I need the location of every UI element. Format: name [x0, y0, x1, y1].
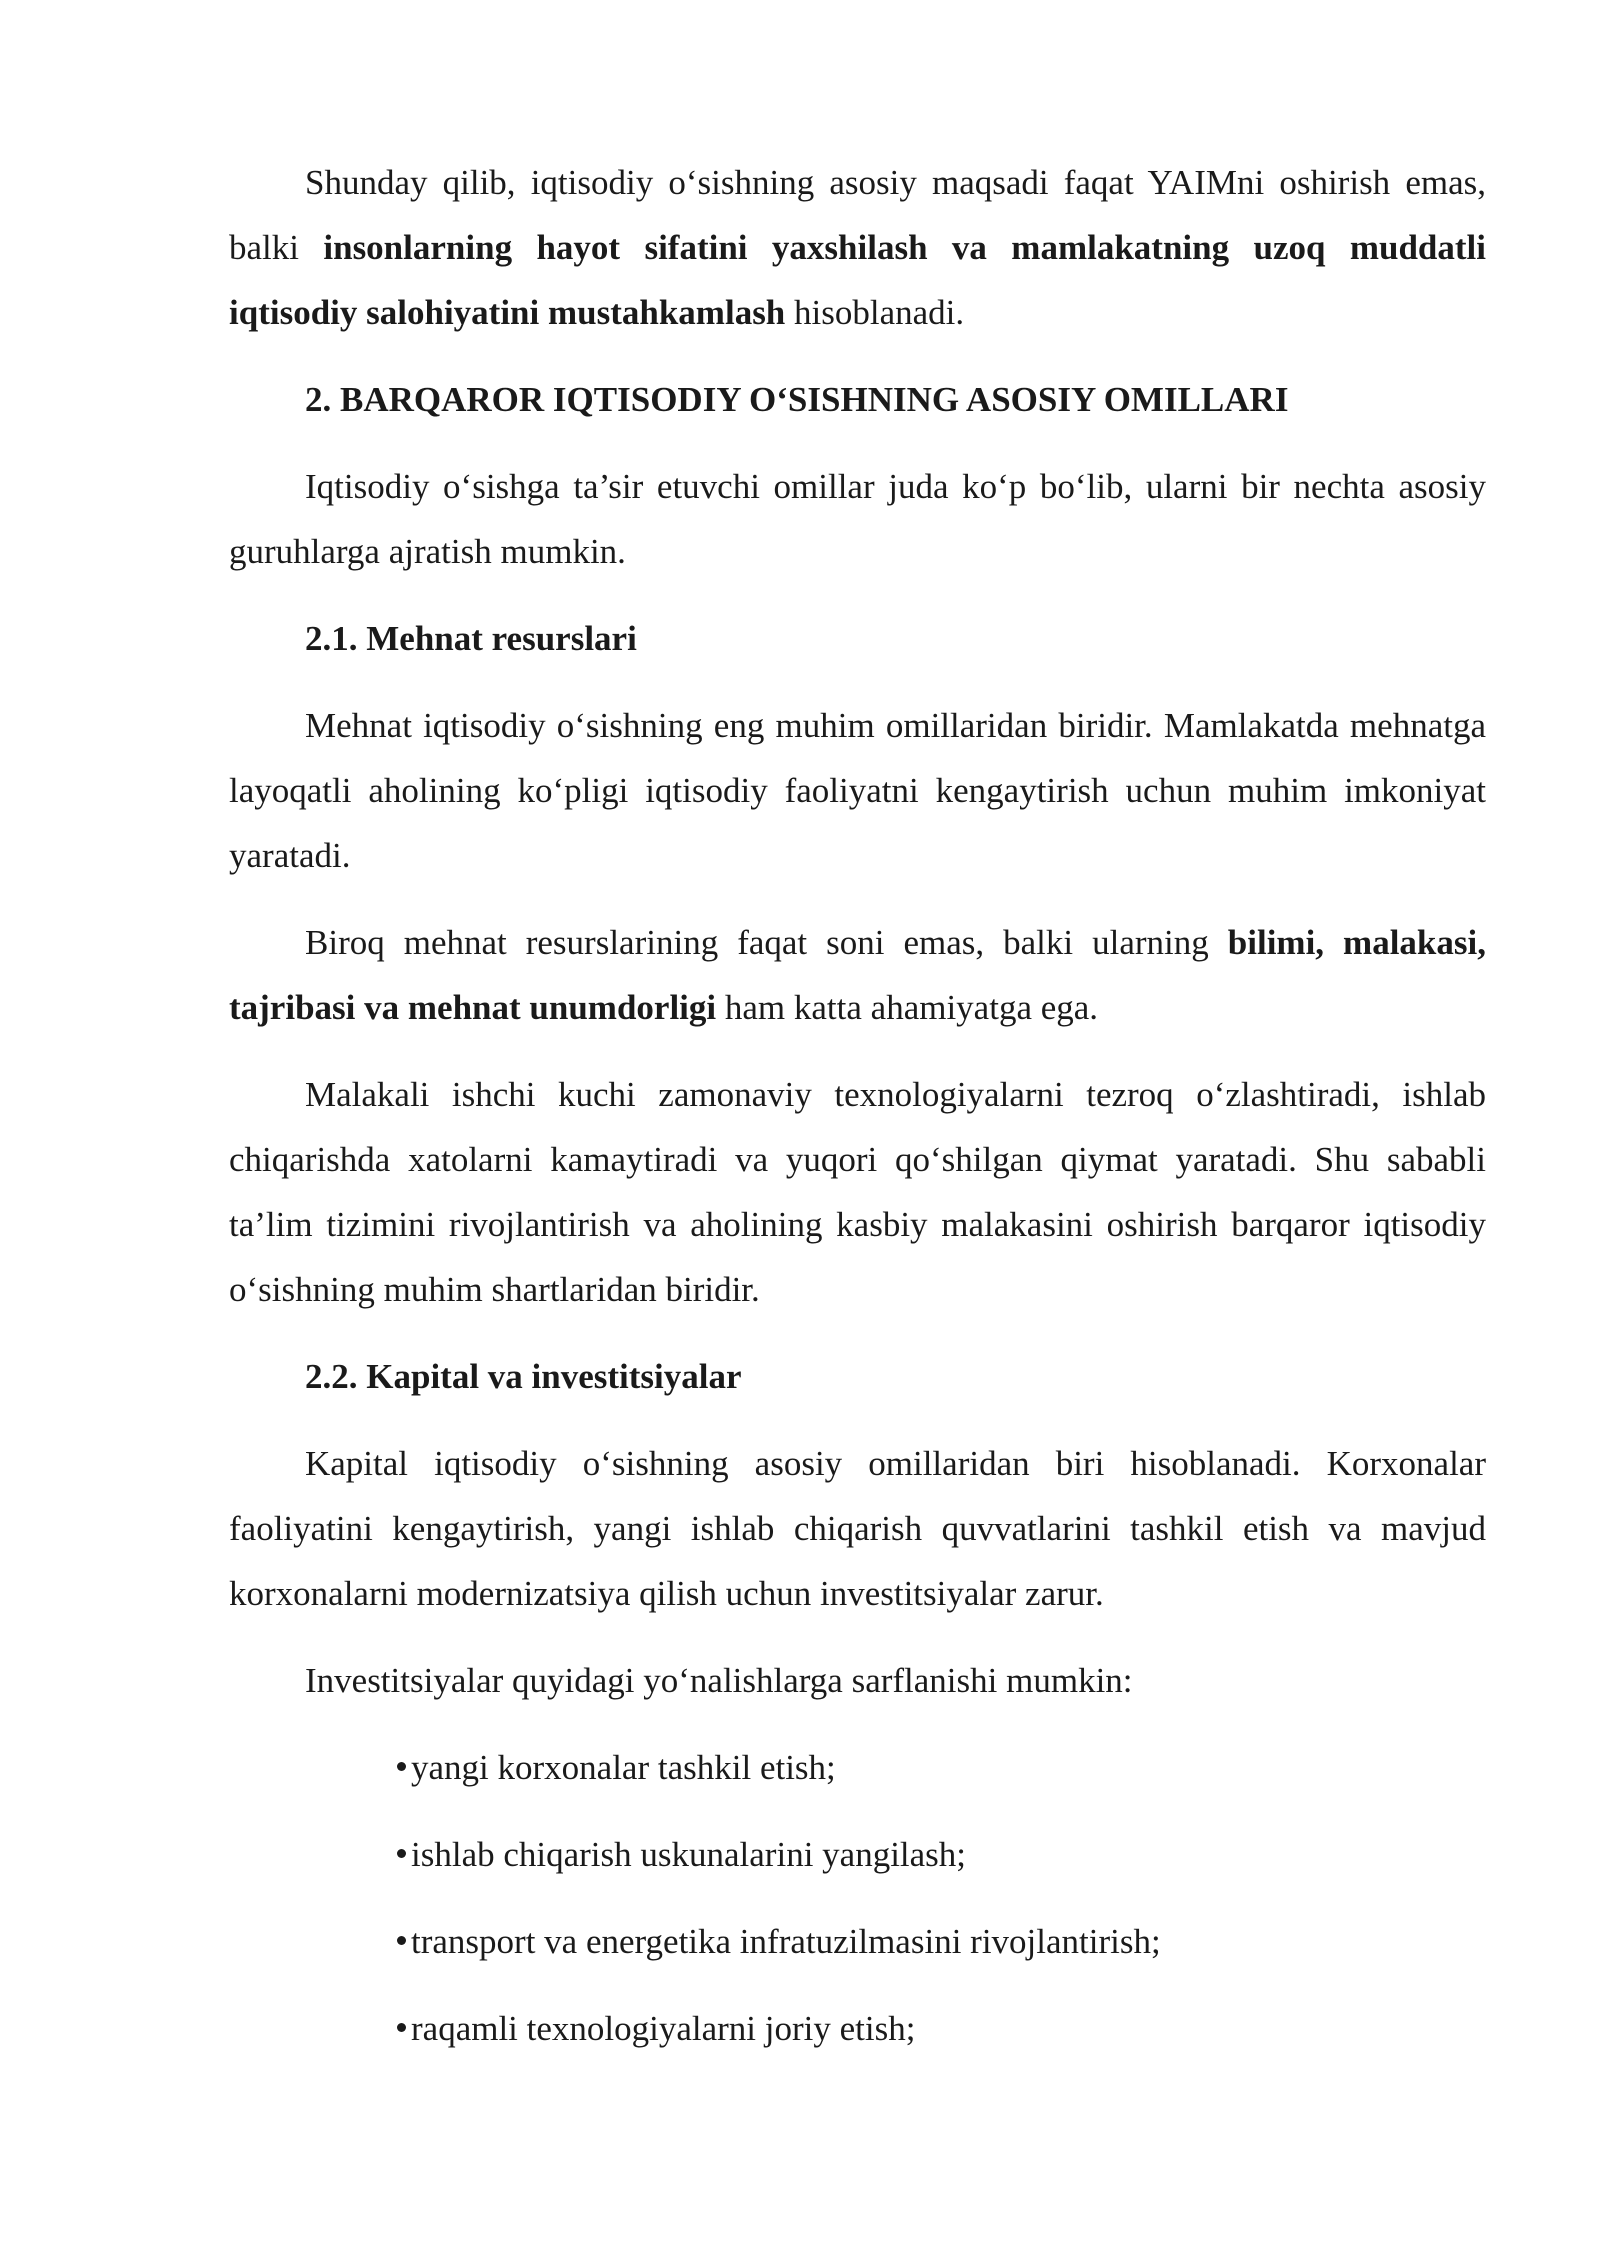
list-item-text: transport va energetika infratuzilmasini rivojlantirish;: [411, 1922, 1161, 1961]
bullet-icon: [397, 1762, 406, 1771]
list-item: [397, 1822, 1486, 1887]
bullet-icon: [397, 1936, 406, 1945]
list-item-text: ishlab chiqarish uskunalarini yangilash;: [411, 1835, 967, 1874]
list-item-text: raqamli texnologiyalarni joriy etish;: [411, 2009, 916, 2048]
bold-phrase: bilimi, malakasi, tajribasi va mehnat unumdorligi: [229, 923, 1486, 1027]
paragraph-text: hisoblanadi.: [785, 293, 965, 332]
document-page: [229, 150, 1486, 2061]
paragraph-text: ham katta ahamiyatga ega.: [716, 988, 1099, 1027]
list-item: [397, 1735, 1486, 1800]
paragraph-labor: Mehnat iqtisodiy o‘sishning eng muhim omillaridan biridir. Mamlakatda mehnatga layoqatli aholining ko‘pligi iqtisodiy faoliyatni kengaytirish uchun muhim imkoniyat yaratadi.: [229, 706, 1486, 875]
paragraph-skilled-workforce: Malakali ishchi kuchi zamonaviy texnologiyalarni tezroq o‘zlashtiradi, ishlab chiqarishda xatolarni kamaytiradi va yuqori qo‘shilgan qiymat yaratadi. Shu sababli ta’lim tizimini rivojlantirish va aholining kasbiy malakasini oshirish barqaror iqtisodiy o‘sishning muhim shartlaridan biridir.: [229, 1075, 1486, 1309]
list-item: [397, 1909, 1486, 1974]
section-heading-2: 2. BARQAROR IQTISODIY O‘SISHNING ASOSIY OMILLARI: [305, 380, 1289, 419]
subsection-heading-2-1: 2.1. Mehnat resurslari: [305, 619, 637, 658]
paragraph-factors-intro: Iqtisodiy o‘sishga ta’sir etuvchi omillar juda ko‘p bo‘lib, ularni bir nechta asosiy guruhlarga ajratish mumkin.: [229, 467, 1486, 571]
paragraph-growth-goal: [229, 150, 1486, 345]
bullet-icon: [397, 1849, 406, 1858]
list-item: [397, 1996, 1486, 2061]
bold-phrase: insonlarning hayot sifatini yaxshilash va mamlakatning uzoq muddatli iqtisodiy salohiyatini mustahkamlash: [229, 228, 1486, 332]
paragraph-investments-intro: Investitsiyalar quyidagi yo‘nalishlarga sarflanishi mumkin:: [305, 1661, 1133, 1700]
paragraph-labor-quality: [229, 910, 1486, 1040]
paragraph-text: Shunday qilib, iqtisodiy o‘sishning asosiy maqsadi faqat YAIMni oshirish emas, balki: [229, 163, 1486, 267]
list-item-text: yangi korxonalar tashkil etish;: [411, 1748, 836, 1787]
paragraph-capital: Kapital iqtisodiy o‘sishning asosiy omillaridan biri hisoblanadi. Korxonalar faoliyatini kengaytirish, yangi ishlab chiqarish quvvatlarini tashkil etish va mavjud korxonalarni modernizatsiya qilish uchun investitsiyalar zarur.: [229, 1444, 1486, 1613]
investment-directions-list: [229, 1735, 1486, 2061]
subsection-heading-2-2: 2.2. Kapital va investitsiyalar: [305, 1357, 742, 1396]
paragraph-text: Biroq mehnat resurslarining faqat soni emas, balki ularning: [305, 923, 1228, 962]
bullet-icon: [397, 2023, 406, 2032]
